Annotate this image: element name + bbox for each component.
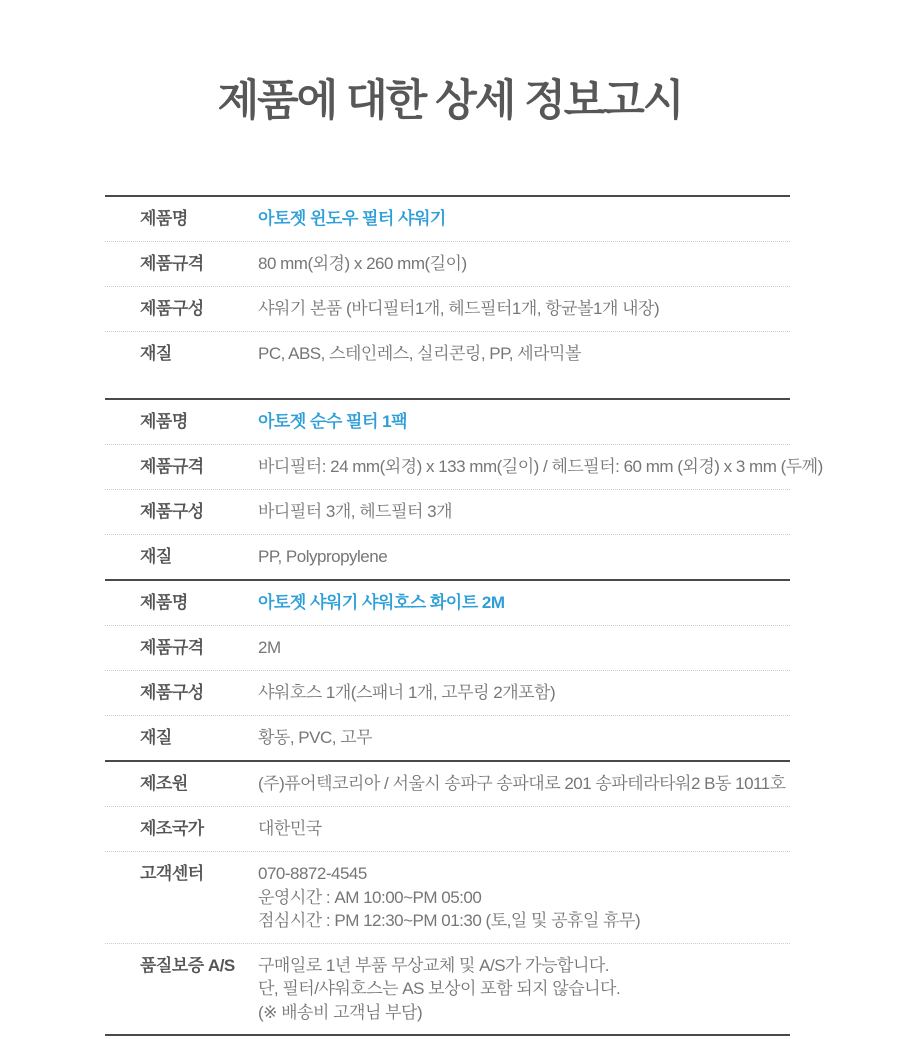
product-section-shower-hose — [105, 579, 790, 760]
table-row-product-name — [105, 197, 790, 241]
table-row-manufacturer — [105, 762, 790, 806]
row-label: 제품구성 — [140, 502, 204, 522]
table-row-product-composition — [105, 670, 790, 715]
material-value: PP, Polypropylene — [258, 547, 388, 567]
table-row-product-spec — [105, 241, 790, 286]
row-label: 제품명 — [140, 593, 188, 613]
row-label: 제품규격 — [140, 254, 204, 274]
row-label: 품질보증 A/S — [140, 955, 235, 975]
row-label: 제품구성 — [140, 299, 204, 319]
table-row-material — [105, 534, 790, 579]
product-info-table — [105, 195, 823, 1036]
product-name-value: 아토젯 순수 필터 1팩 — [258, 412, 407, 432]
row-label: 재질 — [140, 547, 172, 567]
table-row-country-of-origin — [105, 806, 790, 851]
warranty-line-1: 구매일로 1년 부품 무상교체 및 A/S가 가능합니다. — [258, 955, 610, 975]
manufacturer-info-section — [105, 760, 790, 1036]
table-row-customer-center — [105, 851, 790, 943]
table-row-product-spec — [105, 444, 823, 489]
product-name-value: 아토젯 샤워기 샤워호스 화이트 2M — [258, 593, 505, 613]
table-row-product-name — [105, 400, 790, 444]
warranty-line-2: 단, 필터/샤워호스는 AS 보상이 포함 되지 않습니다. — [258, 979, 621, 999]
customer-center-lunch: 점심시간 : PM 12:30~PM 01:30 (토,일 및 공휴일 휴무) — [258, 911, 641, 931]
row-label: 제품규격 — [140, 638, 204, 658]
row-label: 제품규격 — [140, 457, 204, 477]
warranty-line-3: (※ 배송비 고객님 부담) — [258, 1002, 423, 1022]
customer-center-phone: 070-8872-4545 — [258, 864, 367, 884]
country-of-origin-value: 대한민국 — [258, 819, 322, 839]
customer-center-hours: 운영시간 : AM 10:00~PM 05:00 — [258, 887, 482, 907]
table-row-product-spec — [105, 625, 790, 670]
product-spec-value: 80 mm(외경) x 260 mm(길이) — [258, 254, 467, 274]
table-row-material — [105, 331, 790, 376]
page-title: 제품에 대한 상세 정보고시 — [217, 77, 683, 125]
product-composition-value: 바디필터 3개, 헤드필터 3개 — [258, 502, 453, 522]
product-section-window-filter-shower — [105, 195, 790, 398]
material-value: PC, ABS, 스테인레스, 실리콘링, PP, 세라믹볼 — [258, 344, 581, 364]
customer-center-value — [258, 862, 640, 933]
table-row-product-name — [105, 581, 790, 625]
product-composition-value: 샤워기 본품 (바디필터1개, 헤드필터1개, 항균볼1개 내장) — [258, 299, 660, 319]
warranty-value — [258, 954, 620, 1025]
row-label: 제품명 — [140, 209, 188, 229]
row-label: 제조원 — [140, 774, 188, 794]
product-name-value: 아토젯 윈도우 필터 샤워기 — [258, 209, 446, 229]
row-label: 재질 — [140, 728, 172, 748]
product-composition-value: 샤워호스 1개(스패너 1개, 고무링 2개포함) — [258, 683, 556, 703]
row-label: 고객센터 — [140, 864, 204, 884]
row-label: 재질 — [140, 344, 172, 364]
product-spec-value: 바디필터: 24 mm(외경) x 133 mm(길이) / 헤드필터: 60 mm (외경) x 3 mm (두께) — [258, 457, 823, 477]
material-value: 황동, PVC, 고무 — [258, 728, 373, 748]
product-section-pure-filter-pack — [105, 398, 823, 579]
manufacturer-value: (주)퓨어텍코리아 / 서울시 송파구 송파대로 201 송파테라타워2 B동 1011호 — [258, 774, 786, 794]
table-row-warranty — [105, 943, 790, 1035]
row-label: 제품구성 — [140, 683, 204, 703]
row-label: 제품명 — [140, 412, 188, 432]
product-spec-value: 2M — [258, 638, 281, 658]
table-row-product-composition — [105, 286, 790, 331]
row-label: 제조국가 — [140, 819, 204, 839]
table-row-product-composition — [105, 489, 790, 534]
table-row-material — [105, 715, 790, 760]
